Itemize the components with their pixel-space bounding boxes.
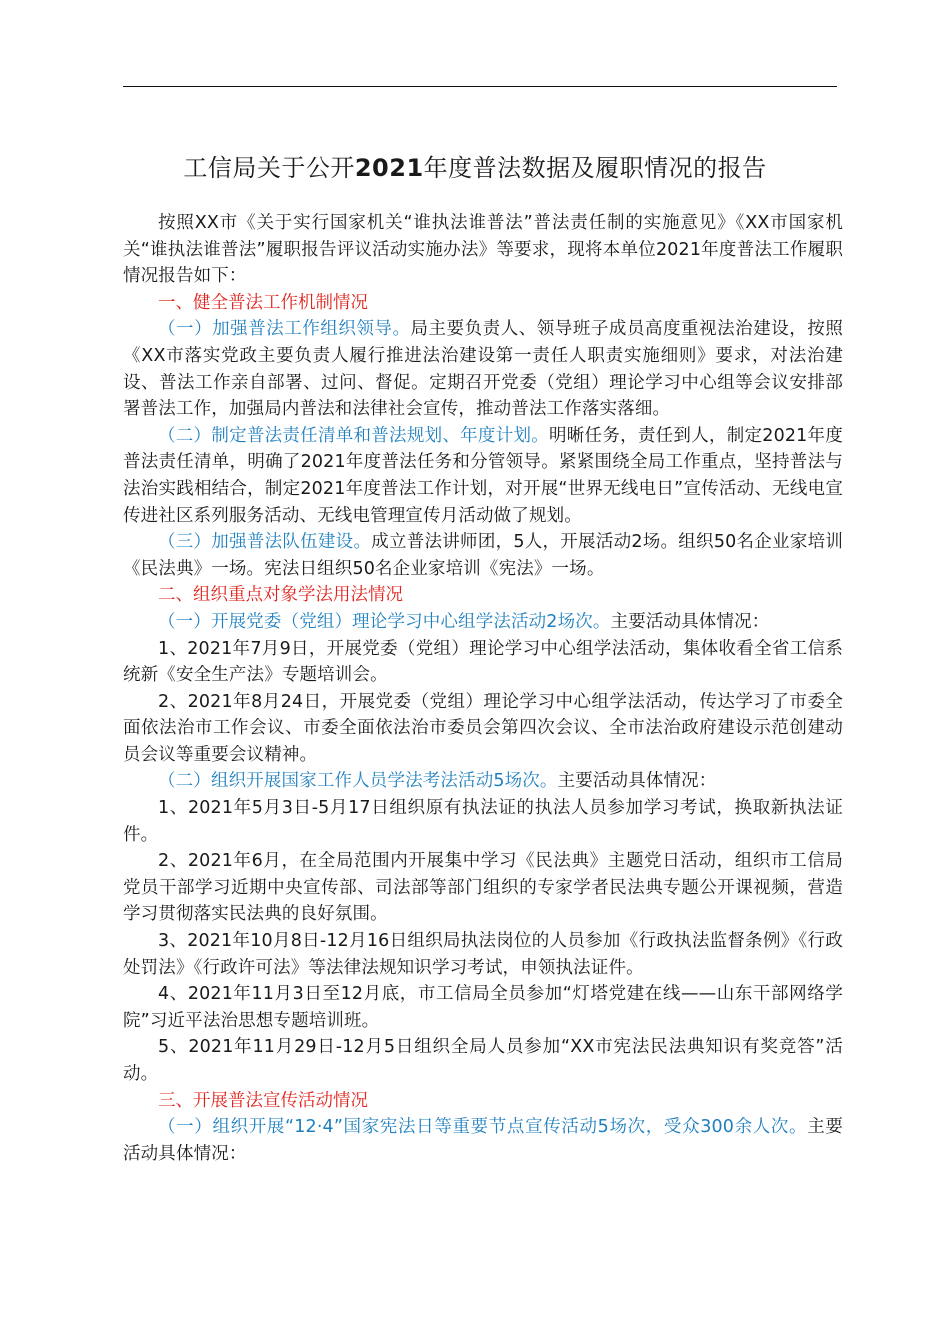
- paragraph: [123, 316, 843, 422]
- subheading: （一）组织开展“12·4”国家宪法日等重要节点宣传活动5场次，受众300余人次。: [158, 1117, 808, 1138]
- paragraph: [123, 423, 843, 529]
- subheading: （三）加强普法队伍建设。: [158, 532, 372, 553]
- title-year: 2021: [354, 154, 424, 182]
- list-item: 5、2021年11月29日-12月5日组织全局人员参加“XX市宪法民法典知识有奖竞答”活动。: [123, 1037, 843, 1084]
- list-item: 2、2021年6月，在全局范围内开展集中学习《民法典》主题党日活动，组织市工信局党员干部学习近期中央宣传部、司法部等部门组织的专家学者民法典专题公开课视频，营造学习贯彻落实民法典的良好氛围。: [123, 851, 843, 925]
- header-rule: [123, 86, 837, 87]
- section-heading-1: 一、健全普法工作机制情况: [158, 292, 368, 313]
- list-item: 1、2021年7月9日，开展党委（党组）理论学习中心组学法活动，集体收看全省工信系统新《安全生产法》专题培训会。: [123, 638, 843, 686]
- list-item: 3、2021年10月8日-12月16日组织局执法岗位的人员参加《行政执法监督条例》《行政处罚法》《行政许可法》等法律法规知识学习考试，申领执法证件。: [123, 931, 843, 978]
- paragraph: [123, 529, 843, 582]
- paragraph: [123, 768, 843, 795]
- subheading: （一）加强普法工作组织领导。: [158, 319, 411, 340]
- list-item: 2、2021年8月24日，开展党委（党组）理论学习中心组学法活动，传达学习了市委全面依法治市工作会议、市委全面依法治市委员会第四次会议、全市法治政府建设示范创建动员会议等重要会议精神。: [123, 691, 843, 765]
- paragraph-text: 主要活动具体情况：: [557, 771, 717, 792]
- list-item: 4、2021年11月3日至12月底，市工信局全员参加“灯塔党建在线——山东干部网络学院”习近平法治思想专题培训班。: [123, 984, 843, 1031]
- paragraph-text: 成立普法讲师团，5人，开展活动2场。组织50名企业家培训《民法典》一场。宪法日组织50名企业家培训《宪法》一场。: [123, 532, 843, 579]
- section-heading-2: 二、组织重点对象学法用法情况: [158, 585, 403, 606]
- paragraph-text: 主要活动具体情况：: [610, 611, 770, 632]
- paragraph-text: 局主要负责人、领导班子成员高度重视法治建设，按照《XX市落实党政主要负责人履行推进法治建设第一责任人职责实施细则》要求，对法治建设、普法工作亲自部署、过问、督促。定期召开党委（党组）理论学习中心组等会议安排部署普法工作，加强局内普法和法律社会宣传，推动普法工作落实落细。: [123, 319, 843, 420]
- intro-paragraph: 按照XX市《关于实行国家机关“谁执法谁普法”普法责任制的实施意见》《XX市国家机关“谁执法谁普法”履职报告评议活动实施办法》等要求，现将本单位2021年度普法工作履职情况报告如下：: [123, 213, 843, 287]
- subheading: （一）开展党委（党组）理论学习中心组学法活动2场次。: [158, 611, 611, 632]
- title-suffix: 年度普法数据及履职情况的报告: [423, 154, 767, 182]
- paragraph-text: 主要活动具体情况：: [123, 1117, 843, 1164]
- subheading: （二）制定普法责任清单和普法规划、年度计划。: [158, 425, 550, 446]
- paragraph: [123, 609, 843, 636]
- subheading: （二）组织开展国家工作人员学法考法活动5场次。: [158, 771, 558, 792]
- section-heading-3: 三、开展普法宣传活动情况: [158, 1090, 368, 1111]
- document-body: [123, 210, 843, 1167]
- title-prefix: 工信局关于公开: [183, 154, 355, 182]
- list-item: 1、2021年5月3日-5月17日组织原有执法证的执法人员参加学习考试，换取新执法证件。: [123, 798, 843, 845]
- paragraph-text: 明晰任务，责任到人，制定2021年度普法责任清单，明确了2021年度普法任务和分管领导。紧紧围绕全局工作重点，坚持普法与法治实践相结合，制定2021年度普法工作计划，对开展“世界无线电日”宣传活动、无线电宣传进社区系列服务活动、无线电管理宣传月活动做了规划。: [123, 425, 843, 526]
- document-title: [0, 146, 950, 190]
- paragraph: [123, 1114, 843, 1167]
